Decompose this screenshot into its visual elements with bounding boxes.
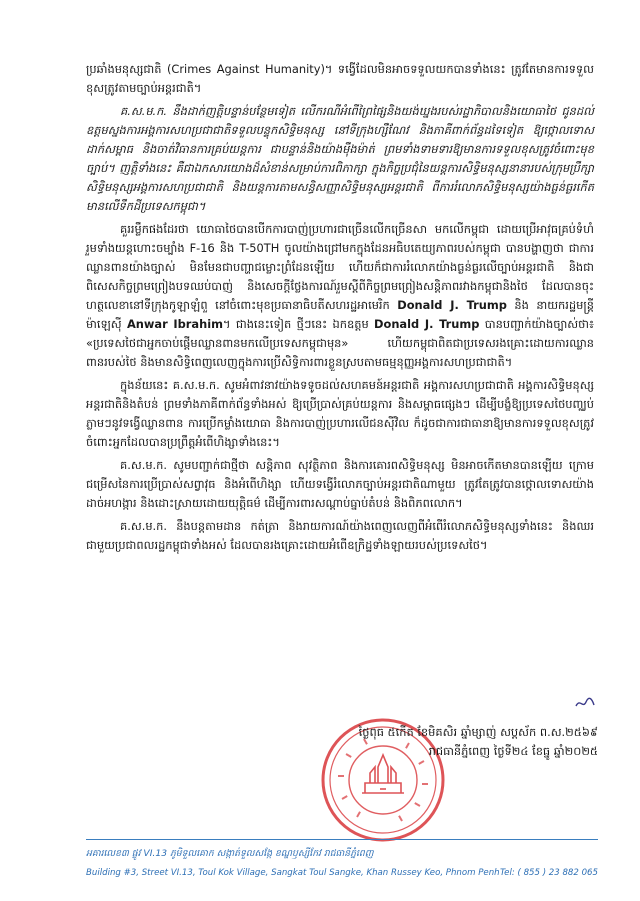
name-donald-trump: Donald J. Trump bbox=[397, 298, 507, 312]
paragraph-aggression-part-d: បានបញ្ជាក់យ៉ាងច្បាស់ថា៖ «ប្រទេសថៃជាអ្នកចាប់ផ្តើមឈ្លានពានមកលើប្រទេសកម្ពុជាមុន» ហើយកម្ពុជាពិតជាប្រទេសរងគ្រោះដោយការឈ្លានពានរបស់ថៃ និងមានសិទ្ធិពេញលេញក្នុងការប្រើសិទ្ធិការពារខ្លួនស្របតាមធម្មនុញ្ញអង្គការសហប្រជាជាតិ។ bbox=[86, 317, 594, 369]
footer-address-english: Building #3, Street VI.13, Toul Kok Village, Sangkat Toul Sangke, Khan Russey Keo, Phnom Penh bbox=[86, 868, 500, 878]
paragraph-peace: គ.ស.ម.ក. សូមបញ្ជាក់ជាថ្មីថា សន្តិភាព សុវត្ថិភាព និងការគោរពសិទ្ធិមនុស្ស មិនអាចកើតមានបានឡើយ ក្រោមជម្រើសនៃការប្រើប្រាស់សព្វាវុធ និងអំពើហិង្សា ហើយទង្វើរំលោភច្បាប់អន្តរជាតិណាមួយ ត្រូវតែត្រូវបានថ្កោលទោសយ៉ាងដាច់អហង្ការ និងដោះស្រាយដោយយុត្តិធម៌ ដើម្បីការពារសណ្តាប់ធ្នាប់តំបន់ និងពិភពលោក។ bbox=[86, 458, 594, 510]
signature-mark-icon bbox=[574, 696, 596, 710]
paragraph-aggression-part-b: និង នាយករដ្ឋមន្ត្រីម៉ាឡេស៊ី bbox=[86, 298, 594, 331]
footer-phone: Tel: ( 855 ) 23 882 065 bbox=[500, 868, 598, 878]
solar-date: រាជធានីភ្នំពេញ ថ្ងៃទី២៤ ខែធ្នូ ឆ្នាំ២០២៥ bbox=[428, 744, 598, 758]
footer-divider bbox=[86, 839, 598, 840]
name-donald-trump-2: Donald J. Trump bbox=[374, 317, 480, 331]
paragraph-monitoring: គ.ស.ម.ក. នឹងបន្តតាមដាន កត់ត្រា និងរាយការណ៍យ៉ាងពេញលេញពីអំពើរំលោភសិទ្ធិមនុស្សទាំងនេះ និងឈរជាមួយប្រជាពលរដ្ឋកម្ពុជាទាំងអស់ ដែលបានរងគ្រោះដោយអំពើឧក្រិដ្ឋទាំងឡាយរបស់ប្រទេសថៃ។ bbox=[86, 519, 594, 552]
paragraph-petition: គ.ស.ម.ក. នឹងដាក់ញត្តិបន្ទាន់បន្ថែមទៀត លើករណីអំពើព្រៃផ្សៃនិងយង់ឃ្នងរបស់រដ្ឋាភិបាលនិងយោធាថៃ ជូនដល់ឧត្តមស្នងការអង្គការសហប្រជាជាតិទទួលបន្ទុកសិទ្ធិមនុស្ស នៅទីក្រុងហ្សឺណែវ និងភាគីពាក់ព័ន្ធដទៃទៀត ឱ្យថ្កោលទោស ដាក់សម្ពាធ និងចាត់វិធានការគ្រប់យន្តការ ជាបន្ទាន់និងយ៉ាងម៉ឺងម៉ាត់ ព្រមទាំងទាមទារឱ្យមានការទទួលខុសត្រូវចំពោះមុខច្បាប់។ ញត្តិទាំងនេះ គឺជាឯកសារយោងដ៏សំខាន់សម្រាប់ការពិភាក្សា ក្នុងកិច្ចប្រជុំនៃយន្តការសិទ្ធិមនុស្សនានារបស់ក្រុមប្រឹក្សាសិទ្ធិមនុស្សអង្គការសហប្រជាជាតិ និងយន្តការតាមសន្ធិសញ្ញាសិទ្ធិមនុស្សអន្តរជាតិ ពីការរំលោភសិទ្ធិមនុស្សយ៉ាងធ្ងន់ធ្ងរកើតមានលើទឹកដីប្រទេសកម្ពុជា។ bbox=[86, 104, 594, 213]
paragraph-aggression bbox=[86, 220, 594, 372]
paragraph-aggression-part-c: ។ ជាងនេះទៀត ថ្មីៗនេះ ឯកឧត្តម bbox=[222, 317, 375, 331]
paragraph-appeal: ក្នុងន័យនេះ គ.ស.ម.ក. សូមអំពាវនាវយ៉ាងទទូចដល់សហគមន៍អន្តរជាតិ អង្គការសហប្រជាជាតិ អង្គការសិទ្ធិមនុស្សអន្តរជាតិនិងតំបន់ ព្រមទាំងភាគីពាក់ព័ន្ធទាំងអស់ ឱ្យប្រើប្រាស់គ្រប់យន្តការ និងសម្ពាធផ្សេងៗ ដើម្បីបង្ខំឱ្យប្រទេសថៃបញ្ឈប់ភ្លាមៗនូវទង្វើឈ្លានពាន ការប្រើកម្លាំងយោធា និងការបាញ់ប្រហារលើជនស៊ីវិល ក៏ដូចជាការជាធានាឱ្យមានការទទួលខុសត្រូវចំពោះអ្នកដែលបានប្រព្រឹត្តអំពើហិង្សាទាំងនេះ។ bbox=[86, 378, 594, 449]
paragraph-crimes-against-humanity: ប្រឆាំងមនុស្សជាតិ (Crimes Against Humanity)។ ទង្វើដែលមិនអាចទទួលយកបានទាំងនេះ ត្រូវតែមានការទទួលខុសត្រូវតាមច្បាប់អន្តរជាតិ។ bbox=[86, 62, 594, 95]
signoff-date-block bbox=[298, 723, 598, 761]
name-anwar-ibrahim: Anwar Ibrahim bbox=[126, 317, 223, 331]
lunar-date: ថ្ងៃពុធ ៥កើត ខែមិគសិរ ឆ្នាំម្សាញ់ សប្តស័ក ព.ស.២៥៦៩ bbox=[358, 725, 598, 739]
paragraph-aggression-part-a: គួររម្លឹកផងដែរថា យោធាថៃបានបើកការបាញ់ប្រហារជាច្រើនលើកច្រើនសា មកលើកម្ពុជា ដោយប្រើអាវុធគ្រប់ទំហំ រួមទាំងយន្តហោះចម្បាំង F-16 និង T-50TH ចូលយ៉ាងជ្រៅមកក្នុងដែនអធិបតេយ្យភាពរបស់កម្ពុជា បានបង្ហាញថា ជាការឈ្លានពានយ៉ាងច្បាស់ មិនមែនជាបញ្ហាជម្លោះព្រំដែនឡើយ ហើយក៏ជាការរំលោភយ៉ាងធ្ងន់ធ្ងរលើច្បាប់អន្តរជាតិ និងជាពិសេសកិច្ចព្រមព្រៀងបទឈប់បាញ់ និងសេចក្តីថ្លែងការណ៍រួមស្តីពីកិច្ចព្រមព្រៀងសន្តិភាពរវាងកម្ពុជានិងថៃ ដែលបានចុះហត្ថលេខានៅទីក្រុងកូឡាឡំពួ នៅចំពោះមុខប្រធានាធិបតីសហរដ្ឋអាមេរិក bbox=[86, 222, 594, 312]
footer-address-khmer: អគារលេខ៣ ផ្លូវ VI.13 ភូមិទួលគោក សង្កាត់ទួលសង្កែ ខណ្ឌឫស្សីកែវ រាជធានីភ្នំពេញ bbox=[86, 848, 374, 859]
letter-body bbox=[86, 60, 594, 559]
footer-address-english-row bbox=[86, 868, 598, 878]
